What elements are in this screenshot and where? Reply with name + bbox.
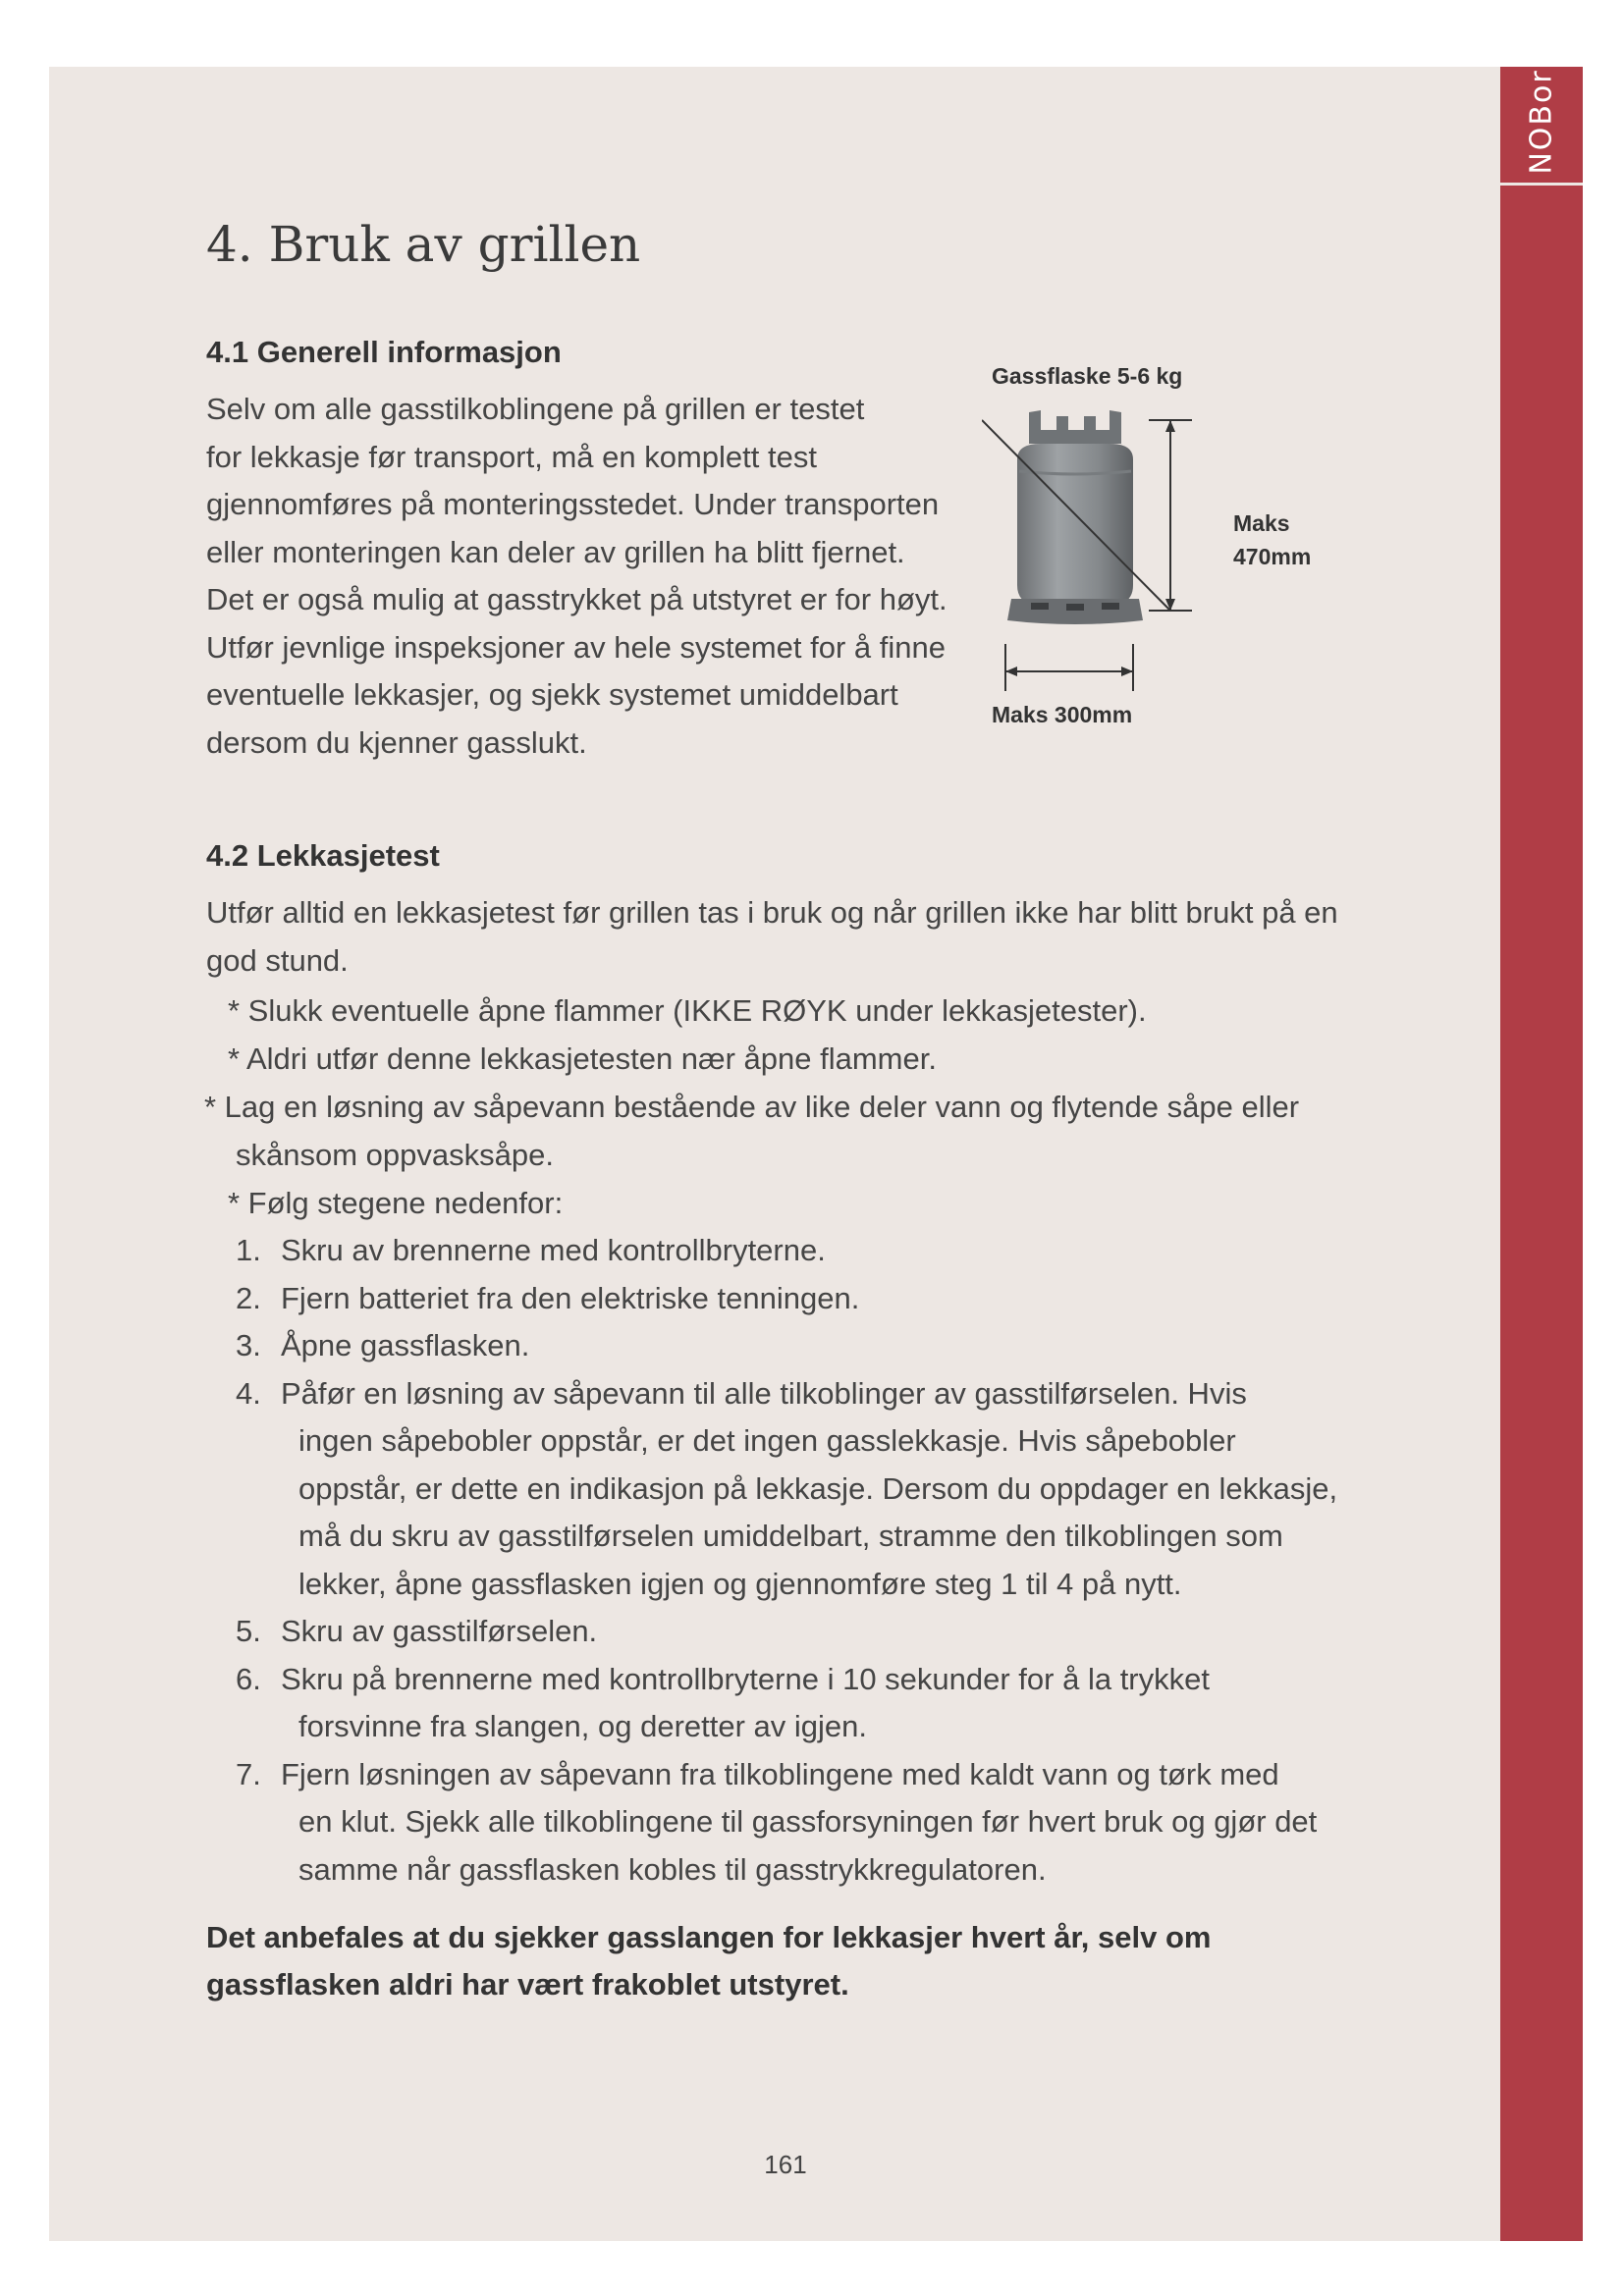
step-item — [236, 1275, 1375, 1323]
step-text: forsvinne fra slangen, og deretter av igjen. — [298, 1709, 868, 1743]
figure-title: Gassflaske 5-6 kg — [992, 363, 1183, 389]
closing-recommendation — [206, 1914, 1306, 2008]
step-text: Skru av brennerne med kontrollbryterne. — [281, 1233, 826, 1267]
step-item — [236, 1227, 1375, 1275]
step-text: Åpne gassflasken. — [281, 1328, 530, 1362]
step-text: samme når gassflasken kobles til gasstrykkregulatoren. — [298, 1851, 1047, 1887]
bullet-item: * Følg stegene nedenfor: — [228, 1186, 564, 1220]
section-heading-general: 4.1 Generell informasjon — [206, 335, 562, 369]
text-line: Utfør alltid en lekkasjetest før grillen tas i bruk og når grillen ikke har blitt brukt på en — [206, 895, 1338, 930]
text-line: Det er også mulig at gasstrykket på utstyret er for høyt. — [206, 582, 947, 616]
width-label: Maks 300mm — [992, 702, 1133, 727]
step-number: 3. — [236, 1328, 261, 1362]
height-label-line: Maks — [1233, 510, 1290, 536]
step-text: oppstår, er dette en indikasjon på lekkasje. Dersom du oppdager en lekkasje, — [298, 1470, 1338, 1506]
text-line: for lekkasje før transport, må en komplett test — [206, 439, 817, 474]
step-text: Fjern batteriet fra den elektriske tenningen. — [281, 1280, 860, 1315]
gas-bottle-figure — [982, 353, 1312, 746]
leak-test-steps — [236, 1227, 1375, 1894]
chapter-title: 4. Bruk av grillen — [206, 216, 641, 273]
step-text: ingen såpebobler oppstår, er det ingen gasslekkasje. Hvis såpebobler — [298, 1423, 1236, 1458]
side-accent-bar — [1500, 67, 1583, 2241]
text-line: Utfør jevnlige inspeksjoner av hele systemet for å finne — [206, 629, 946, 665]
section-heading-leak-test: 4.2 Lekkasjetest — [206, 838, 440, 873]
step-number: 4. — [236, 1375, 261, 1411]
step-number: 6. — [236, 1661, 261, 1696]
language-tab[interactable] — [1500, 67, 1583, 183]
step-number: 7. — [236, 1756, 261, 1791]
step-text: må du skru av gasstilførselen umiddelbart, stramme den tilkoblingen som — [298, 1519, 1283, 1553]
step-item — [236, 1656, 1375, 1751]
step-item — [236, 1608, 1375, 1656]
text-line: dersom du kjenner gasslukt. — [206, 724, 587, 760]
text-line: Det anbefales at du sjekker gasslangen for lekkasjer hvert år, selv om — [206, 1920, 1212, 1954]
bullet-item: * Lag en løsning av såpevann bestående av like deler vann og flytende såpe eller — [204, 1090, 1300, 1124]
text-line: gjennomføres på monteringsstedet. Under transporten — [206, 487, 940, 521]
general-info-paragraph — [206, 386, 972, 767]
step-item — [236, 1322, 1375, 1370]
step-item — [236, 1751, 1375, 1895]
bullet-item: * Slukk eventuelle åpne flammer (IKKE RØYK under lekkasjetester). — [228, 993, 1147, 1028]
step-number: 5. — [236, 1614, 261, 1648]
step-text: Fjern løsningen av såpevann fra tilkoblingene med kaldt vann og tørk med — [281, 1756, 1279, 1791]
text-line: eller monteringen kan deler av grillen ha blitt fjernet. — [206, 534, 905, 569]
bullet-item-continuation: skånsom oppvasksåpe. — [236, 1138, 554, 1172]
height-label-line: 470mm — [1233, 544, 1312, 569]
leak-test-intro — [206, 889, 1355, 985]
page-number: 161 — [764, 2150, 807, 2179]
step-text: Påfør en løsning av såpevann til alle tilkoblinger av gasstilførselen. Hvis — [281, 1375, 1247, 1411]
text-line: gassflasken aldri har vært frakoblet utstyret. — [206, 1967, 849, 2002]
text-line: Selv om alle gasstilkoblingene på grillen er testet — [206, 392, 865, 426]
text-line: god stund. — [206, 942, 349, 978]
step-text: Skru av gasstilførselen. — [281, 1614, 598, 1648]
step-text: en klut. Sjekk alle tilkoblingene til gassforsyningen før hvert bruk og gjør det — [298, 1804, 1318, 1839]
language-tab-label: NOBor — [1524, 69, 1559, 175]
step-number: 1. — [236, 1233, 261, 1267]
bullet-item: * Aldri utfør denne lekkasjetesten nær åpne flammer. — [228, 1041, 937, 1076]
step-item — [236, 1370, 1375, 1609]
step-text: lekker, åpne gassflasken igjen og gjennomføre steg 1 til 4 på nytt. — [298, 1566, 1182, 1601]
text-line: eventuelle lekkasjer, og sjekk systemet umiddelbart — [206, 677, 898, 712]
step-number: 2. — [236, 1280, 261, 1315]
height-label — [1233, 507, 1311, 573]
step-text: Skru på brennerne med kontrollbryterne i 10 sekunder for å la trykket — [281, 1661, 1210, 1696]
